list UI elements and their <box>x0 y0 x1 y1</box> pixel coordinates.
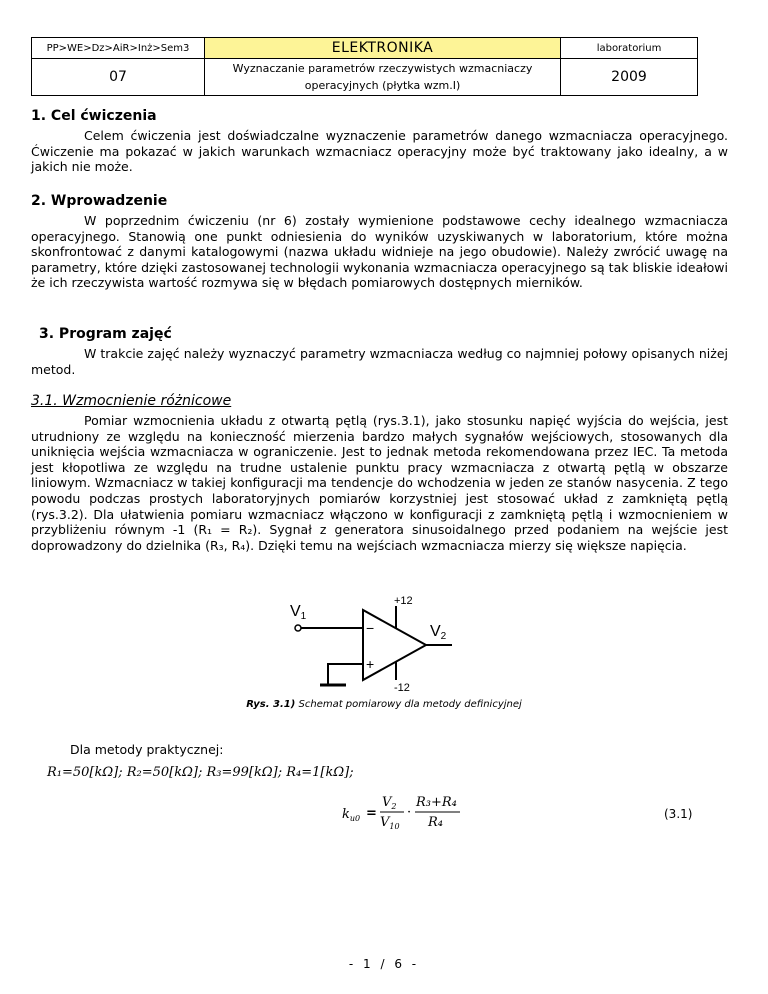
section-3 <box>31 326 728 377</box>
section-2-text: W poprzednim ćwiczeniu (nr 6) zostały wymienione podstawowe cechy idealnego wzmacniacza operacyjnego. Stanowią one punkt odniesienia do wyników uzyskiwanych w laboratorium, które można skonfrontować z danymi katalogowymi (nazwa układu widnieje na jego obudowie). Należy zwrócić uwagę na parametry, które dzięki zastosowanej technologii wykonania wzmacniacza operacyjnego są tak bliskie ideałowi że ich rzeczywista wartość rozmywa się w błędach pomiarowych dostępnych mierników. <box>31 213 728 291</box>
method-label: Dla metody praktycznej: <box>70 742 224 757</box>
formula-num1: $V_2$ <box>382 795 397 811</box>
section-3-text: W trakcie zajęć należy wyznaczyć parametry wzmacniacza według co najmniej połowy opisanych niżej metod. <box>31 346 728 377</box>
section-1-text: Celem ćwiczenia jest doświadczalne wyznaczenie parametrów danego wzmacniacza operacyjnego. Ćwiczenie ma pokazać w jakich warunkach wzmacniacz operacyjny może być traktowany jako idealny, a w jakich nie może. <box>31 128 728 175</box>
formula-equals: = <box>366 806 377 821</box>
figure-caption <box>0 699 768 710</box>
section-1 <box>31 108 728 175</box>
section-3-1-title: 3.1. Wzmocnienie różnicowe <box>31 393 232 409</box>
label-noninverting-input: + <box>366 656 375 672</box>
section-3-title: 3. Program zajęć <box>39 326 172 342</box>
figure-caption-text: Schemat pomiarowy dla metody definicyjnej <box>295 699 522 710</box>
formula-dot: · <box>407 805 412 820</box>
page-footer: - 1 / 6 - <box>348 957 420 971</box>
formula-num2: R₃+R₄ <box>416 795 457 810</box>
label-inverting-input: − <box>366 620 375 636</box>
input-terminal <box>295 625 301 631</box>
header-subtitle-line2: operacyjnych (płytka wzm.I) <box>304 79 461 92</box>
section-3-1 <box>31 393 728 553</box>
header-title: ELEKTRONIKA <box>205 38 561 59</box>
gain-formula <box>340 792 480 832</box>
label-v1: V1 <box>290 603 307 622</box>
header-subtitle <box>205 59 561 96</box>
opamp-schematic <box>284 594 454 692</box>
header-path: PP>WE>Dz>AiR>Inż>Sem3 <box>32 38 205 59</box>
equation-number: (3.1) <box>664 807 693 821</box>
figure-caption-label: Rys. 3.1) <box>246 699 296 710</box>
header-exercise-number: 07 <box>32 59 205 96</box>
label-supply-neg: -12 <box>394 682 410 692</box>
header-subtitle-line1: Wyznaczanie parametrów rzeczywistych wzmacniaczy <box>232 62 533 75</box>
header-year: 2009 <box>561 59 698 96</box>
header-kind: laboratorium <box>561 38 698 59</box>
formula-den1: $V_{10}$ <box>380 815 400 831</box>
label-supply-pos: +12 <box>394 595 413 607</box>
formula-den2: R₄ <box>428 815 443 830</box>
section-2 <box>31 193 728 291</box>
header-table <box>31 37 698 96</box>
section-1-title: 1. Cel ćwiczenia <box>31 108 157 124</box>
section-2-title: 2. Wprowadzenie <box>31 193 168 209</box>
section-3-1-text: Pomiar wzmocnienia układu z otwartą pętlą (rys.3.1), jako stosunku napięć wyjścia do wejścia, jest utrudniony ze względu na konieczność mierzenia bardzo małych sygnałów wejściowych, stosowanych dla uniknięcia wejścia wzmacniacza w ograniczenie. Jest to jednak metoda rekomendowana przez IEC. Ta metoda jest kłopotliwa ze względu na trudne ustalenie punktu pracy wzmacniacza z otwartą pętlą w obszarze liniowym. Wzmacniacz w takiej konfiguracji ma tendencje do wchodzenia w jeden ze stanów nasycenia. Z tego powodu podczas prostych laboratoryjnych pomiarów korzystniej jest stosować układ z zamkniętą pętlą (rys.3.2). Dla ułatwienia pomiaru wzmacniacz włączono w konfiguracji z zamkniętą pętlą i wzmocnieniem w przybliżeniu równym -1 (R₁ = R₂). Sygnał z generatora sinusoidalnego przed podaniem na wejście jest doprowadzony do dzielnika (R₃, R₄). Dzięki temu na wejściach wzmacniacza mierzy się większe napięcia. <box>31 413 728 553</box>
formula-lhs: $k_{u0}$ <box>342 807 361 823</box>
ground-wire <box>328 664 363 684</box>
label-v2: V2 <box>430 623 447 642</box>
resistor-values: R₁=50[kΩ]; R₂=50[kΩ]; R₃=99[kΩ]; R₄=1[kΩ]; <box>47 765 354 780</box>
